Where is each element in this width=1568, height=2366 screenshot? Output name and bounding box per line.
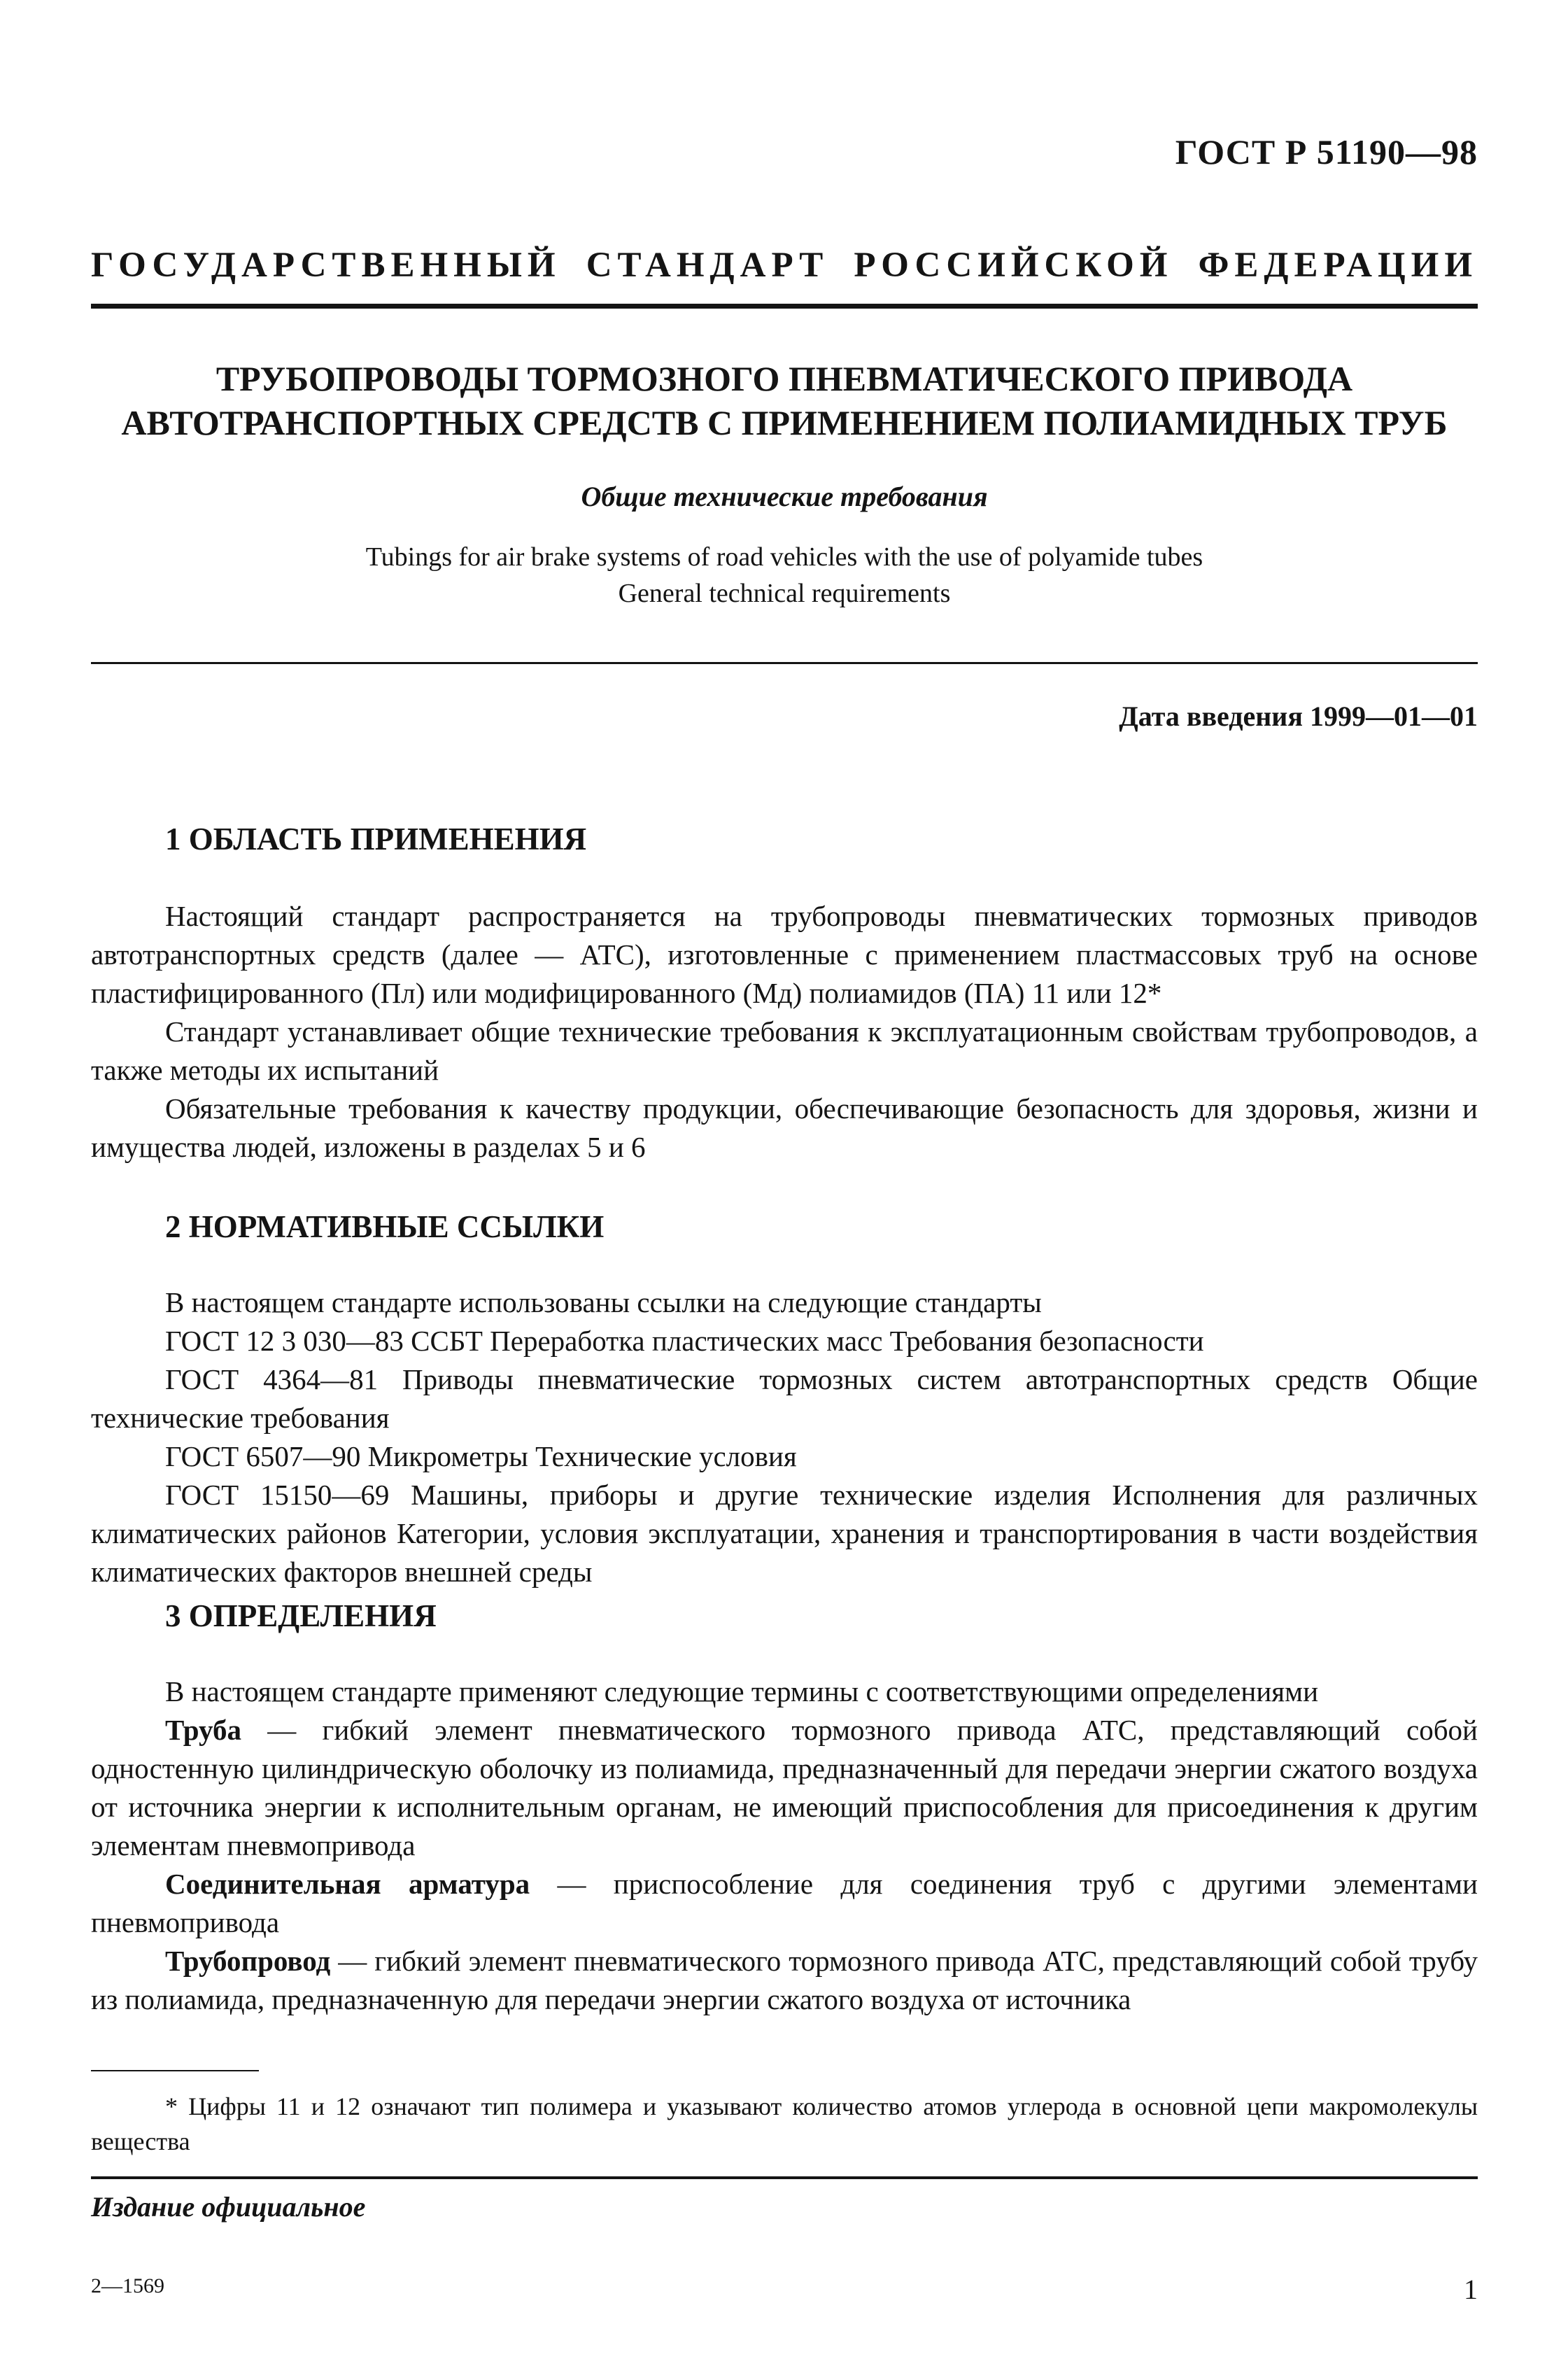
state-header-word: СТАНДАРТ <box>586 246 829 285</box>
state-header-word: РОССИЙСКОЙ <box>854 246 1173 285</box>
paragraph: В настоящем стандарте использованы ссылки на следующие стандарты <box>165 1286 1042 1318</box>
paragraph: Настоящий стандарт распространяется на трубопроводы пневматических тормозных приводов автотранспортных средств (далее — АТС), изготовленные с применением пластмассовых труб на основе пластифицированного (Пл) или модифицированного (Мд) полиамидов (ПА) 11 или 12* <box>91 900 1478 1009</box>
print-code: 2—1569 <box>91 2274 164 2297</box>
title-line-1: ТРУБОПРОВОДЫ ТОРМОЗНОГО ПНЕВМАТИЧЕСКОГО ПРИВОДА <box>216 359 1353 398</box>
term: Труба <box>165 1714 242 1746</box>
definition-text: — гибкий элемент пневматического тормозного привода АТС, представляющий собой трубу из полиамида, предназначенную для передачи энергии сжатого воздуха от источника <box>91 1945 1478 2015</box>
definition-text: — приспособление для соединения труб с другими элементами пневмопривода <box>91 1868 1478 1938</box>
section-heading-scope: 1 ОБЛАСТЬ ПРИМЕНЕНИЯ <box>165 822 587 857</box>
page-number: 1 <box>1464 2274 1478 2305</box>
gost-code: ГОСТ Р 51190—98 <box>1175 132 1478 171</box>
reference-item: ГОСТ 6507—90 Микрометры Технические условия <box>165 1440 797 1472</box>
reference-item: ГОСТ 4364—81 Приводы пневматические тормозных систем автотранспортных средств Общие технические требования <box>91 1363 1478 1434</box>
definition-paragraph <box>91 1865 1478 1942</box>
footnote: * Цифры 11 и 12 означают тип полимера и указывают количество атомов углерода в основной цепи макромолекулы вещества <box>91 2092 1478 2155</box>
state-header-word: ФЕДЕРАЦИИ <box>1198 246 1478 285</box>
state-header-word: ГОСУДАРСТВЕННЫЙ <box>91 246 561 285</box>
document-subtitle: Общие технические требования <box>581 481 988 512</box>
term: Соединительная арматура <box>165 1868 530 1900</box>
definition-text: — гибкий элемент пневматического тормозного привода АТС, представляющий собой одностенную цилиндрическую оболочку из полиамида, предназначенный для передачи энергии сжатого воздуха от источника энергии к исполнительным органам, не имеющий приспособления для присоединения к другим элементам пневмопривода <box>91 1714 1478 1861</box>
footnote-divider <box>91 2070 259 2071</box>
official-edition-label: Издание официальное <box>91 2191 366 2223</box>
term: Трубопровод <box>165 1945 331 1977</box>
state-standard-header <box>91 245 1478 286</box>
footer-divider <box>91 2176 1478 2179</box>
definition-paragraph <box>91 1711 1478 1865</box>
document-page <box>91 0 1478 2366</box>
section-heading-references: 2 НОРМАТИВНЫЕ ССЫЛКИ <box>165 1209 605 1244</box>
paragraph: Стандарт устанавливает общие технические требования к эксплуатационным свойствам трубопроводов, а также методы их испытаний <box>91 1015 1478 1086</box>
title-divider <box>91 662 1478 664</box>
reference-item: ГОСТ 12 3 030—83 ССБТ Переработка пластических масс Требования безопасности <box>165 1325 1204 1357</box>
title-line-2: АВТОТРАНСПОРТНЫХ СРЕДСТВ С ПРИМЕНЕНИЕМ ПОЛИАМИДНЫХ ТРУБ <box>121 403 1448 442</box>
paragraph: В настоящем стандарте применяют следующие термины с соответствующими определениями <box>165 1675 1319 1707</box>
paragraph: Обязательные требования к качеству продукции, обеспечивающие безопасность для здоровья, жизни и имущества людей, изложены в разделах 5 и 6 <box>91 1092 1478 1163</box>
document-title <box>91 357 1478 445</box>
reference-item: ГОСТ 15150—69 Машины, приборы и другие технические изделия Исполнения для различных климатических районов Категории, условия эксплуатации, хранения и транспортирования в части воздействия климатических факторов внешней среды <box>91 1479 1478 1588</box>
header-divider <box>91 304 1478 309</box>
definition-paragraph <box>91 1942 1478 2019</box>
english-title-line-2: General technical requirements <box>618 579 951 608</box>
introduction-date: Дата введения 1999—01—01 <box>1119 700 1478 732</box>
english-title-line-1: Tubings for air brake systems of road vehicles with the use of polyamide tubes <box>365 542 1203 572</box>
section-heading-definitions: 3 ОПРЕДЕЛЕНИЯ <box>165 1598 437 1633</box>
english-title <box>91 539 1478 612</box>
